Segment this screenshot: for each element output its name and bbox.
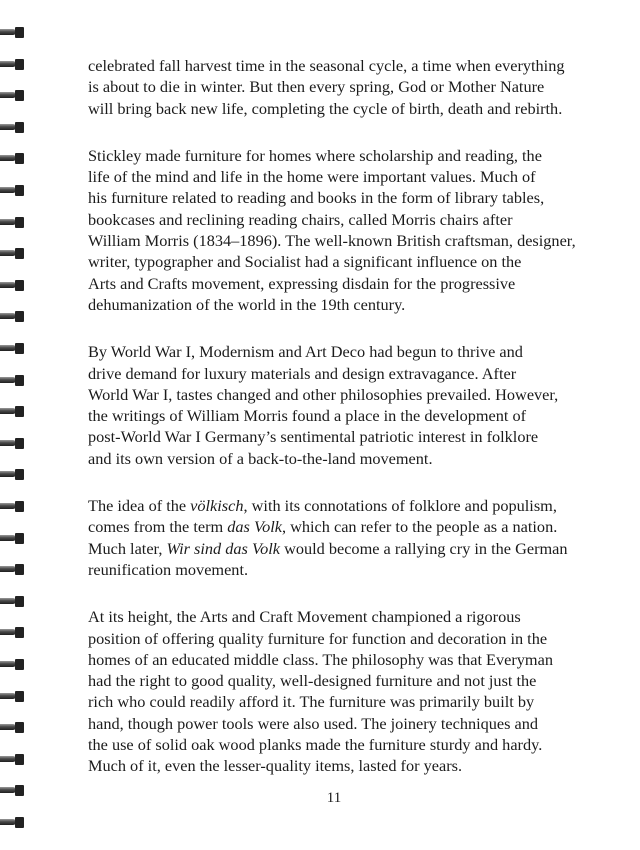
text-run: the writings of William Morris found a place in the development of <box>88 406 527 426</box>
text-run: and its own version of a back-to-the-land movement. <box>88 448 433 468</box>
text-line <box>88 76 588 97</box>
text-line <box>88 426 588 447</box>
text-line <box>88 209 588 230</box>
binding-coil-icon <box>0 311 24 322</box>
text-line <box>88 691 588 712</box>
text-line <box>88 55 588 76</box>
text-run: Arts and Crafts movement, expressing disdain for the progressive <box>88 273 516 293</box>
text-line <box>88 649 588 670</box>
text-run: had the right to good quality, well-designed furniture and not just the <box>88 671 537 691</box>
text-line <box>88 670 588 691</box>
text-run: , with its connotations of folklore and populism, <box>243 496 557 516</box>
binding-coil-icon <box>0 691 24 702</box>
paragraph <box>88 145 588 315</box>
body-text <box>88 55 588 803</box>
paragraph <box>88 606 588 776</box>
text-run: position of offering quality furniture for function and decoration in the <box>88 628 548 648</box>
binding-coil-icon <box>0 217 24 228</box>
text-run: writer, typographer and Socialist had a significant influence on the <box>88 252 522 272</box>
binding-coil-icon <box>0 438 24 449</box>
text-line <box>88 294 588 315</box>
binding-coil-icon <box>0 27 24 38</box>
text-line <box>88 495 588 516</box>
text-run: life of the mind and life in the home were important values. Much of <box>88 167 536 187</box>
text-line <box>88 713 588 734</box>
binding-coil-icon <box>0 406 24 417</box>
text-run: rich who could readily afford it. The furniture was primarily built by <box>88 692 535 712</box>
text-line <box>88 448 588 469</box>
binding-coil-icon <box>0 153 24 164</box>
text-run: his furniture related to reading and books in the form of library tables, <box>88 188 545 208</box>
text-run: drive demand for luxury materials and design extravagance. After <box>88 363 517 383</box>
text-run: By World War I, Modernism and Art Deco had begun to thrive and <box>88 342 523 362</box>
text-run: , which can refer to the people as a nation. <box>281 517 558 537</box>
binding-coil-icon <box>0 754 24 765</box>
text-line <box>88 341 588 362</box>
binding-coil-icon <box>0 59 24 70</box>
text-line <box>88 628 588 649</box>
binding-coil-icon <box>0 817 24 828</box>
text-run: bookcases and reclining reading chairs, called Morris chairs after <box>88 209 513 229</box>
text-run: At its height, the Arts and Craft Movement championed a rigorous <box>88 607 521 627</box>
paragraph <box>88 495 588 580</box>
text-line <box>88 273 588 294</box>
text-run: is about to die in winter. But then every spring, God or Mother Nature <box>88 77 545 97</box>
text-run: dehumanization of the world in the 19th century. <box>88 294 406 314</box>
text-line <box>88 734 588 755</box>
text-line <box>88 538 588 559</box>
text-line <box>88 363 588 384</box>
binding-coil-icon <box>0 122 24 133</box>
text-run: hand, though power tools were also used. The joinery techniques and <box>88 713 539 733</box>
text-line <box>88 405 588 426</box>
binding-coil-icon <box>0 659 24 670</box>
text-line <box>88 384 588 405</box>
text-run: The idea of the <box>88 496 191 516</box>
text-line <box>88 516 588 537</box>
text-run: comes from the term <box>88 517 228 537</box>
text-line <box>88 166 588 187</box>
text-run: the use of solid oak wood planks made the furniture sturdy and hardy. <box>88 735 543 755</box>
text-run: Much of it, even the lesser-quality items, lasted for years. <box>88 756 463 776</box>
binding-coil-icon <box>0 501 24 512</box>
binding-coil-icon <box>0 533 24 544</box>
binding-coil-icon <box>0 343 24 354</box>
binding-coil-icon <box>0 280 24 291</box>
text-line <box>88 145 588 166</box>
text-run: Stickley made furniture for homes where scholarship and reading, the <box>88 145 542 165</box>
italic-term: das Volk <box>227 517 282 537</box>
italic-term: völkisch <box>190 496 244 516</box>
binding-coil-icon <box>0 375 24 386</box>
binding-coil-icon <box>0 596 24 607</box>
text-run: World War I, tastes changed and other philosophies prevailed. However, <box>88 384 559 404</box>
paragraph <box>88 341 588 469</box>
text-run: post-World War I Germany’s sentimental patriotic interest in folklore <box>88 427 539 447</box>
text-line <box>88 606 588 627</box>
text-run: will bring back new life, completing the cycle of birth, death and rebirth. <box>88 98 563 118</box>
text-run: William Morris (1834–1896). The well-known British craftsman, designer, <box>88 231 576 251</box>
binding-coil-icon <box>0 469 24 480</box>
italic-term: Wir sind das Volk <box>166 538 280 558</box>
paragraph <box>88 55 588 119</box>
text-run: would become a rallying cry in the German <box>280 538 568 558</box>
binding-coil-icon <box>0 564 24 575</box>
text-line <box>88 755 588 776</box>
binding-coil-icon <box>0 185 24 196</box>
text-line <box>88 251 588 272</box>
text-line <box>88 98 588 119</box>
text-run: Much later, <box>88 538 167 558</box>
spiral-binding <box>0 0 34 850</box>
binding-coil-icon <box>0 248 24 259</box>
text-run: homes of an educated middle class. The philosophy was that Everyman <box>88 649 553 669</box>
text-line <box>88 559 588 580</box>
text-line <box>88 230 588 251</box>
binding-coil-icon <box>0 90 24 101</box>
text-run: celebrated fall harvest time in the seasonal cycle, a time when everything <box>88 56 565 75</box>
text-run: reunification movement. <box>88 559 249 579</box>
binding-coil-icon <box>0 627 24 638</box>
text-line <box>88 187 588 208</box>
page-number: 11 <box>326 790 342 806</box>
binding-coil-icon <box>0 722 24 733</box>
